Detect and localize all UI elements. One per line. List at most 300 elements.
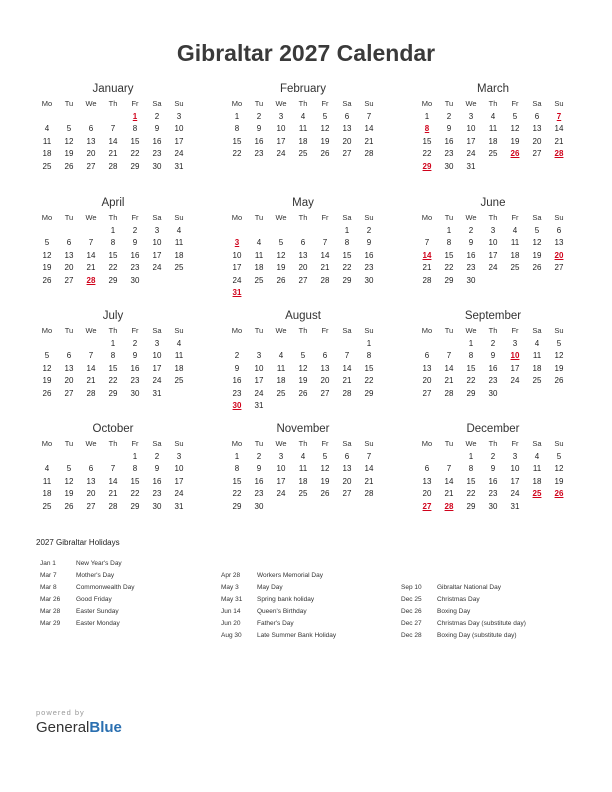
day-cell: 25 xyxy=(510,263,520,272)
day-cell: 1 xyxy=(344,225,350,235)
day-cell: 8 xyxy=(446,238,452,247)
day-cell: 24 xyxy=(276,149,286,158)
holiday-row xyxy=(40,582,220,594)
day-cell: 6 xyxy=(66,351,72,360)
day-cell: 20 xyxy=(86,489,96,498)
day-cell: 16 xyxy=(466,250,476,260)
month-11 xyxy=(416,422,570,513)
month-name: July xyxy=(102,310,124,322)
day-cell: 7 xyxy=(424,238,430,247)
holiday-name: May Day xyxy=(257,584,283,591)
empty-cell xyxy=(36,225,58,238)
weekday-header: Th xyxy=(488,99,498,108)
day-cell: 17 xyxy=(254,376,264,385)
day-cell: 5 xyxy=(44,351,50,360)
day-cell: 17 xyxy=(276,476,286,486)
day-cell: 13 xyxy=(342,464,352,473)
weekday-header: Mo xyxy=(231,213,243,222)
day-cell: 27 xyxy=(342,489,352,498)
day-cell: 25 xyxy=(254,275,264,285)
day-cell: 14 xyxy=(108,476,118,486)
day-cell: 4 xyxy=(534,451,540,461)
day-cell: 31 xyxy=(254,401,264,410)
empty-cell xyxy=(248,338,270,351)
day-cell: 15 xyxy=(364,363,374,373)
weekday-header: Fr xyxy=(131,213,139,222)
day-cell: 1 xyxy=(234,451,240,461)
weekday-header: We xyxy=(85,439,97,448)
day-cell: 10 xyxy=(466,124,476,133)
day-cell: 24 xyxy=(174,149,184,158)
day-cell: 21 xyxy=(86,376,96,385)
month-name: August xyxy=(285,310,321,322)
holiday-name: Gibraltar National Day xyxy=(437,584,501,591)
day-cell: 11 xyxy=(532,351,542,360)
day-cell: 28 xyxy=(108,161,118,171)
day-cell: 22 xyxy=(444,263,454,272)
day-cell: 24 xyxy=(510,489,520,498)
holiday-row xyxy=(40,558,220,570)
day-cell: 1 xyxy=(424,111,430,121)
day-cell: 10 xyxy=(510,464,520,473)
day-cell: 9 xyxy=(256,464,262,473)
holiday-row xyxy=(401,594,581,606)
day-cell: 3 xyxy=(176,111,182,121)
holiday-date: Jun 14 xyxy=(221,608,241,615)
day-cell: 10 xyxy=(488,238,498,247)
day-cell: 22 xyxy=(422,149,432,158)
day-cell: 18 xyxy=(254,263,264,272)
holiday-name: Father's Day xyxy=(257,620,294,627)
holiday-day-cell: 29 xyxy=(422,161,432,171)
day-cell: 7 xyxy=(366,111,372,121)
month-grid xyxy=(36,438,190,513)
day-cell: 20 xyxy=(342,476,352,486)
day-cell: 4 xyxy=(44,124,50,133)
holiday-name: Mother's Day xyxy=(76,572,115,579)
day-cell: 9 xyxy=(256,124,262,133)
weekday-header: Sa xyxy=(532,326,542,335)
weekday-header: Tu xyxy=(254,213,264,222)
empty-cell xyxy=(292,225,314,238)
weekday-header: Th xyxy=(298,326,308,335)
day-cell: 18 xyxy=(510,250,520,260)
day-cell: 12 xyxy=(320,464,330,473)
day-cell: 6 xyxy=(66,238,72,247)
weekday-header: Su xyxy=(364,326,374,335)
day-cell: 26 xyxy=(554,376,564,385)
day-cell: 29 xyxy=(130,161,140,171)
day-cell: 24 xyxy=(152,376,162,385)
day-cell: 21 xyxy=(364,136,374,146)
day-cell: 26 xyxy=(42,388,52,398)
day-cell: 16 xyxy=(152,136,162,146)
day-cell: 19 xyxy=(554,363,564,373)
month-1 xyxy=(226,82,380,161)
day-cell: 12 xyxy=(532,238,542,247)
holiday-day-cell: 28 xyxy=(444,501,454,511)
day-cell: 10 xyxy=(276,464,286,473)
weekday-header: We xyxy=(85,99,97,108)
day-cell: 17 xyxy=(488,250,498,260)
empty-cell xyxy=(270,225,292,238)
weekday-header: Th xyxy=(488,326,498,335)
day-cell: 29 xyxy=(232,501,242,511)
weekday-header: Fr xyxy=(131,326,139,335)
day-cell: 29 xyxy=(444,275,454,285)
weekday-header: We xyxy=(85,213,97,222)
holiday-row xyxy=(40,618,220,630)
weekday-header: Fr xyxy=(321,213,329,222)
weekday-header: Sa xyxy=(342,213,352,222)
weekday-header: Tu xyxy=(444,326,454,335)
day-cell: 23 xyxy=(488,489,498,498)
holiday-day-cell: 30 xyxy=(232,401,242,410)
day-cell: 14 xyxy=(364,124,374,133)
weekday-header: Mo xyxy=(41,326,53,335)
day-cell: 7 xyxy=(110,464,116,473)
day-cell: 14 xyxy=(444,476,454,486)
day-cell: 5 xyxy=(512,111,518,121)
day-cell: 18 xyxy=(276,376,286,385)
weekday-header: Sa xyxy=(152,99,162,108)
day-cell: 21 xyxy=(86,263,96,272)
day-cell: 1 xyxy=(366,338,372,348)
day-cell: 1 xyxy=(446,225,452,235)
day-cell: 2 xyxy=(446,111,452,121)
day-cell: 1 xyxy=(110,338,116,348)
weekday-header: Sa xyxy=(532,213,542,222)
day-cell: 3 xyxy=(176,451,182,461)
weekday-header: Sa xyxy=(342,99,352,108)
brand-blue: Blue xyxy=(89,719,122,736)
weekday-header: Th xyxy=(488,439,498,448)
empty-cell xyxy=(80,338,102,351)
day-cell: 29 xyxy=(364,388,374,398)
weekday-header: We xyxy=(275,99,287,108)
brand-footer xyxy=(36,708,122,736)
day-cell: 13 xyxy=(342,124,352,133)
day-cell: 6 xyxy=(88,464,94,473)
weekday-header: Tu xyxy=(254,326,264,335)
day-cell: 17 xyxy=(152,250,162,260)
day-cell: 17 xyxy=(276,136,286,146)
day-cell: 2 xyxy=(256,111,262,121)
day-cell: 28 xyxy=(422,275,432,285)
day-cell: 8 xyxy=(132,124,138,133)
weekday-header: Sa xyxy=(152,326,162,335)
holiday-date: Mar 26 xyxy=(40,596,61,603)
day-cell: 16 xyxy=(130,363,140,373)
day-cell: 9 xyxy=(490,351,496,360)
empty-cell xyxy=(416,451,438,464)
weekday-header: Fr xyxy=(511,213,519,222)
day-cell: 28 xyxy=(364,149,374,158)
day-cell: 29 xyxy=(108,275,118,285)
day-cell: 11 xyxy=(532,464,542,473)
day-cell: 7 xyxy=(322,238,328,247)
day-cell: 25 xyxy=(298,489,308,498)
day-cell: 5 xyxy=(322,451,328,461)
day-cell: 27 xyxy=(532,149,542,158)
holiday-row xyxy=(40,606,220,618)
day-cell: 17 xyxy=(174,476,184,486)
day-cell: 20 xyxy=(532,136,542,146)
holiday-column xyxy=(401,582,581,642)
day-cell: 31 xyxy=(466,161,476,171)
weekday-header: Sa xyxy=(532,99,542,108)
empty-cell xyxy=(416,338,438,351)
day-cell: 18 xyxy=(174,363,184,373)
day-cell: 29 xyxy=(108,388,118,398)
day-cell: 2 xyxy=(256,451,262,461)
day-cell: 25 xyxy=(174,376,184,385)
day-cell: 9 xyxy=(154,124,160,133)
day-cell: 27 xyxy=(320,388,330,398)
day-cell: 13 xyxy=(86,476,96,486)
weekday-header: Fr xyxy=(131,99,139,108)
day-cell: 28 xyxy=(86,388,96,398)
day-cell: 12 xyxy=(554,351,564,360)
holiday-name: Commonwealth Day xyxy=(76,584,135,591)
holiday-day-cell: 28 xyxy=(554,149,564,158)
holiday-row xyxy=(221,594,401,606)
weekday-header: Th xyxy=(298,439,308,448)
day-cell: 13 xyxy=(422,476,432,486)
holiday-name: Boxing Day (substitute day) xyxy=(437,632,517,639)
month-2 xyxy=(416,82,570,173)
day-cell: 20 xyxy=(86,149,96,158)
day-cell: 18 xyxy=(42,149,52,158)
day-cell: 5 xyxy=(534,225,540,235)
day-cell: 16 xyxy=(488,476,498,486)
holiday-day-cell: 7 xyxy=(556,111,562,121)
day-cell: 24 xyxy=(254,388,264,398)
day-cell: 20 xyxy=(64,376,74,385)
day-cell: 6 xyxy=(534,111,540,121)
day-cell: 2 xyxy=(366,225,372,235)
empty-cell xyxy=(314,225,336,238)
empty-cell xyxy=(36,111,58,124)
day-cell: 8 xyxy=(110,238,116,247)
holiday-day-cell: 27 xyxy=(422,501,432,511)
weekday-header: Th xyxy=(108,99,118,108)
day-cell: 8 xyxy=(468,351,474,360)
day-cell: 1 xyxy=(234,111,240,121)
weekday-header: Su xyxy=(554,439,564,448)
day-cell: 20 xyxy=(422,376,432,385)
day-cell: 25 xyxy=(42,501,52,511)
holiday-name: Christmas Day xyxy=(437,596,480,603)
holiday-name: Easter Monday xyxy=(76,620,120,627)
holiday-day-cell: 1 xyxy=(132,111,138,121)
month-5 xyxy=(416,196,570,287)
weekday-header: Tu xyxy=(64,99,74,108)
weekday-header: We xyxy=(275,213,287,222)
day-cell: 1 xyxy=(110,225,116,235)
month-9 xyxy=(36,422,190,513)
holiday-row xyxy=(221,582,401,594)
empty-cell xyxy=(270,338,292,351)
holiday-date: Mar 29 xyxy=(40,620,61,627)
day-cell: 23 xyxy=(364,263,374,272)
weekday-header: Mo xyxy=(421,99,433,108)
day-cell: 17 xyxy=(152,363,162,373)
day-cell: 15 xyxy=(108,250,118,260)
day-cell: 15 xyxy=(232,136,242,146)
day-cell: 18 xyxy=(488,136,498,146)
day-cell: 29 xyxy=(342,275,352,285)
day-cell: 14 xyxy=(364,464,374,473)
day-cell: 9 xyxy=(132,351,138,360)
day-cell: 7 xyxy=(366,451,372,461)
weekday-header: Su xyxy=(554,326,564,335)
day-cell: 19 xyxy=(298,376,308,385)
holiday-date: Mar 8 xyxy=(40,584,57,591)
weekday-header: Tu xyxy=(64,326,74,335)
month-name: May xyxy=(292,197,314,209)
month-grid xyxy=(226,438,380,513)
day-cell: 2 xyxy=(132,225,138,235)
month-grid xyxy=(226,212,380,300)
weekday-header: Tu xyxy=(444,439,454,448)
holiday-day-cell: 26 xyxy=(554,489,564,498)
day-cell: 14 xyxy=(86,363,96,373)
day-cell: 31 xyxy=(174,161,184,171)
day-cell: 6 xyxy=(344,451,350,461)
holiday-date: Dec 25 xyxy=(401,596,422,603)
holiday-name: Easter Sunday xyxy=(76,608,119,615)
day-cell: 4 xyxy=(256,238,262,247)
day-cell: 26 xyxy=(532,263,542,272)
day-cell: 30 xyxy=(130,275,140,285)
empty-cell xyxy=(80,451,102,464)
day-cell: 2 xyxy=(154,111,160,121)
day-cell: 10 xyxy=(276,124,286,133)
day-cell: 5 xyxy=(556,338,562,348)
holiday-date: Sep 10 xyxy=(401,584,422,591)
day-cell: 17 xyxy=(466,136,476,146)
empty-cell xyxy=(58,111,80,124)
day-cell: 8 xyxy=(234,464,240,473)
day-cell: 7 xyxy=(344,351,350,360)
day-cell: 13 xyxy=(320,363,330,373)
day-cell: 6 xyxy=(300,238,306,247)
day-cell: 5 xyxy=(66,124,72,133)
day-cell: 28 xyxy=(108,501,118,511)
day-cell: 13 xyxy=(532,124,542,133)
day-cell: 3 xyxy=(154,225,160,235)
holiday-name: Workers Memorial Day xyxy=(257,572,323,579)
day-cell: 4 xyxy=(44,464,50,473)
day-cell: 3 xyxy=(278,111,284,121)
holiday-row xyxy=(40,594,220,606)
day-cell: 30 xyxy=(364,275,374,285)
day-cell: 19 xyxy=(42,263,52,272)
day-cell: 16 xyxy=(254,476,264,486)
weekday-header: Th xyxy=(488,213,498,222)
day-cell: 3 xyxy=(278,451,284,461)
holiday-name: Spring bank holiday xyxy=(257,596,315,603)
weekday-header: Fr xyxy=(321,326,329,335)
holiday-day-cell: 26 xyxy=(510,149,520,158)
day-cell: 10 xyxy=(174,124,184,133)
day-cell: 6 xyxy=(88,124,94,133)
day-cell: 8 xyxy=(234,124,240,133)
day-cell: 11 xyxy=(254,250,264,260)
holiday-name: Late Summer Bank Holiday xyxy=(257,632,337,639)
day-cell: 8 xyxy=(366,351,372,360)
day-cell: 18 xyxy=(174,250,184,260)
day-cell: 18 xyxy=(298,136,308,146)
day-cell: 16 xyxy=(152,476,162,486)
day-cell: 14 xyxy=(444,363,454,373)
day-cell: 23 xyxy=(232,388,242,398)
day-cell: 31 xyxy=(152,388,162,398)
day-cell: 27 xyxy=(86,501,96,511)
day-cell: 10 xyxy=(152,351,162,360)
weekday-header: Su xyxy=(554,99,564,108)
holiday-row xyxy=(221,606,401,618)
day-cell: 22 xyxy=(232,489,242,498)
day-cell: 19 xyxy=(64,489,74,498)
day-cell: 26 xyxy=(320,149,330,158)
day-cell: 13 xyxy=(422,363,432,373)
day-cell: 11 xyxy=(276,363,286,373)
day-cell: 11 xyxy=(298,464,308,473)
month-10 xyxy=(226,422,380,513)
holiday-day-cell: 10 xyxy=(510,351,520,360)
day-cell: 5 xyxy=(322,111,328,121)
day-cell: 20 xyxy=(342,136,352,146)
weekday-header: Su xyxy=(174,99,184,108)
weekday-header: Mo xyxy=(421,326,433,335)
weekday-header: Fr xyxy=(321,439,329,448)
day-cell: 26 xyxy=(64,501,74,511)
day-cell: 24 xyxy=(174,489,184,498)
holiday-date: Mar 7 xyxy=(40,572,57,579)
empty-cell xyxy=(336,338,358,351)
day-cell: 26 xyxy=(64,161,74,171)
day-cell: 10 xyxy=(174,464,184,473)
day-cell: 22 xyxy=(342,263,352,272)
day-cell: 23 xyxy=(466,263,476,272)
day-cell: 10 xyxy=(152,238,162,247)
empty-cell xyxy=(58,225,80,238)
day-cell: 21 xyxy=(342,376,352,385)
weekday-header: We xyxy=(465,213,477,222)
holiday-day-cell: 28 xyxy=(86,275,96,285)
day-cell: 7 xyxy=(88,351,94,360)
day-cell: 5 xyxy=(278,238,284,247)
day-cell: 27 xyxy=(554,263,564,272)
holiday-name: Queen's Birthday xyxy=(257,608,307,615)
day-cell: 19 xyxy=(554,476,564,486)
day-cell: 9 xyxy=(446,124,452,133)
day-cell: 19 xyxy=(510,136,520,146)
weekday-header: We xyxy=(465,99,477,108)
day-cell: 7 xyxy=(110,124,116,133)
weekday-header: Sa xyxy=(152,213,162,222)
day-cell: 17 xyxy=(510,476,520,486)
month-3 xyxy=(36,196,190,287)
month-7 xyxy=(226,309,380,413)
brand-logo[interactable] xyxy=(36,719,122,736)
day-cell: 9 xyxy=(154,464,160,473)
day-cell: 16 xyxy=(444,136,454,146)
day-cell: 21 xyxy=(364,476,374,486)
day-cell: 12 xyxy=(554,464,564,473)
